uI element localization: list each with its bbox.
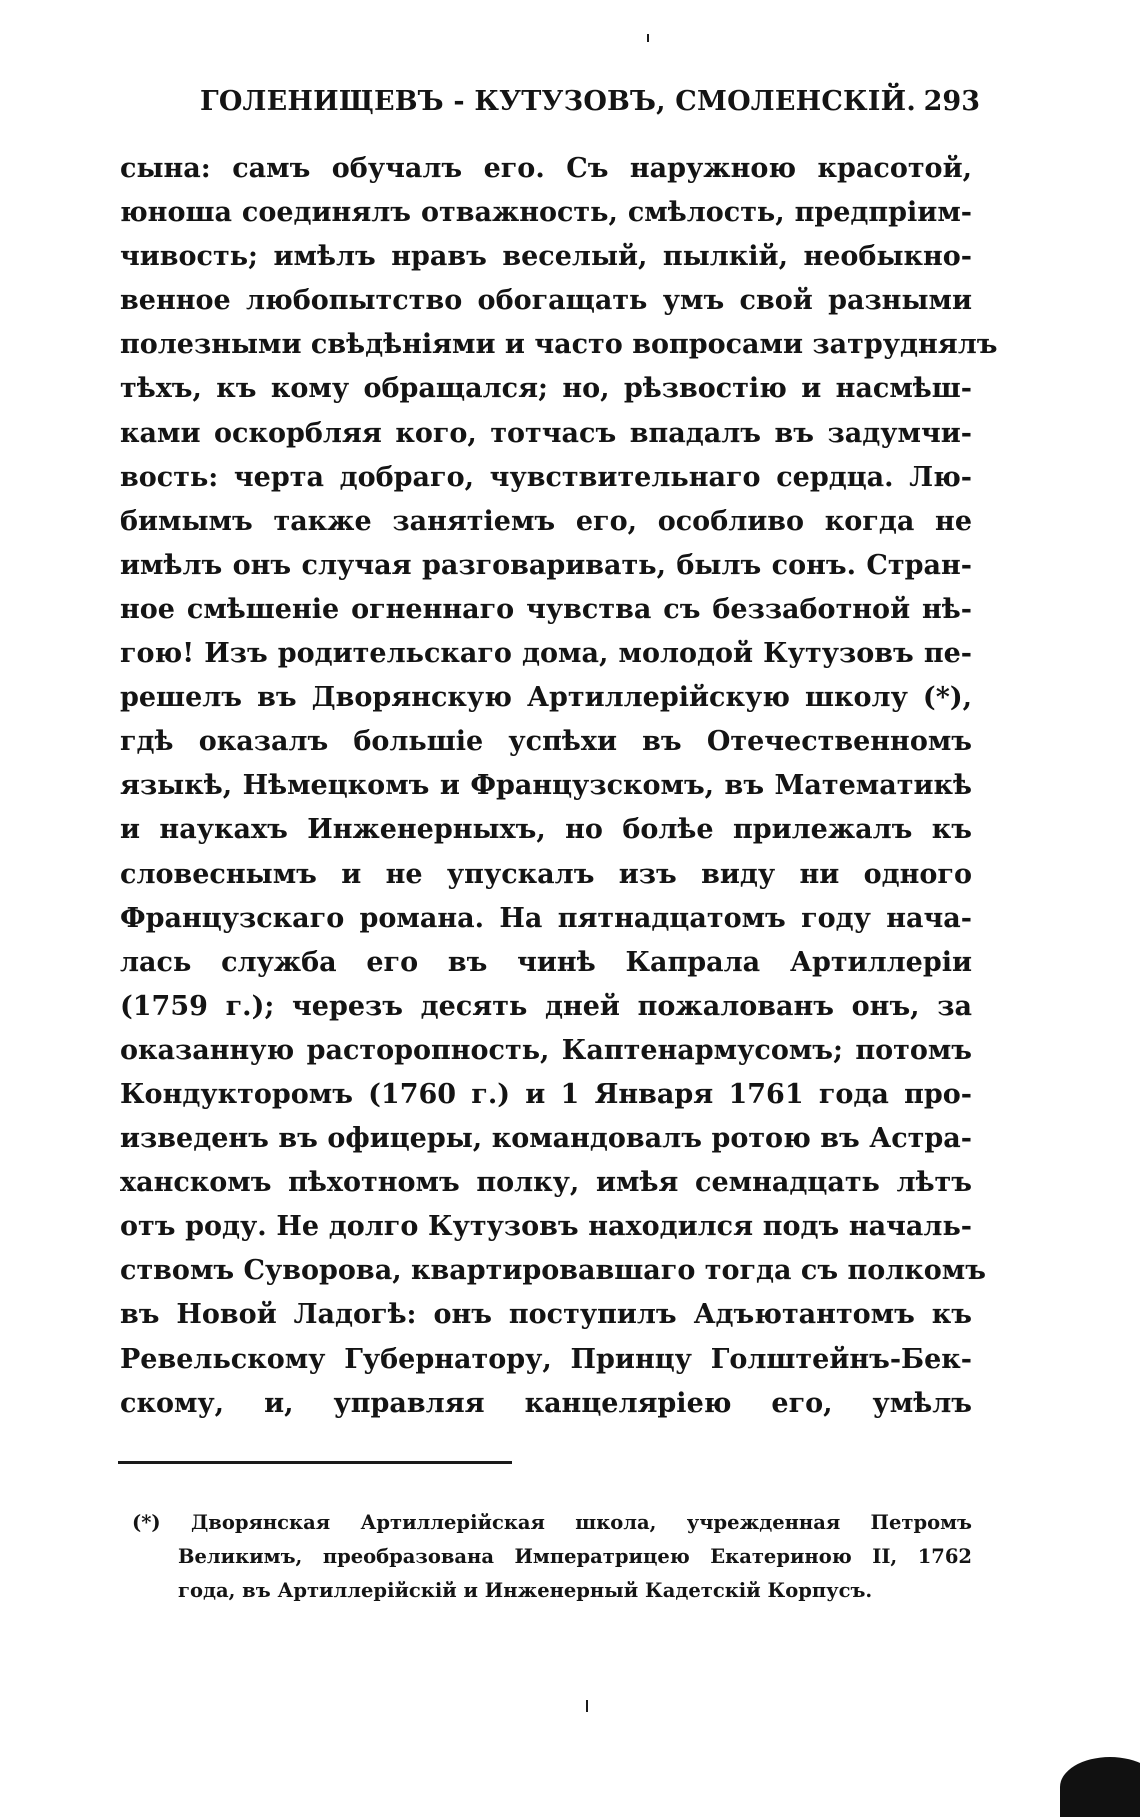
text-line: (1759 г.); черезъ десять дней пожалованъ онъ, за [120, 990, 972, 1022]
text-line: Ревельскому Губернатору, Принцу Голштейнъ-Бек- [120, 1343, 972, 1375]
text-line: лась служба его въ чинѣ Капрала Артиллеріи [120, 946, 972, 978]
text-line: гдѣ оказалъ большіе успѣхи въ Отечественномъ [120, 726, 972, 758]
page-header [200, 86, 980, 126]
scan-speck [586, 1700, 588, 1712]
text-line: ствомъ Суворова, квартировавшаго тогда съ полкомъ [120, 1255, 986, 1287]
text-line: словеснымъ и не упускалъ изъ виду ни одного [120, 858, 972, 890]
text-line: имѣлъ онъ случая разговаривать, былъ сонъ. Стран- [120, 549, 972, 581]
footnote-line: (*) Дворянская Артиллерійская школа, учрежденная Петромъ [132, 1511, 972, 1534]
text-line: ное смѣшеніе огненнаго чувства съ беззаботной нѣ- [120, 593, 972, 625]
text-line: изведенъ въ офицеры, командовалъ ротою въ Астра- [120, 1123, 972, 1155]
text-line: скому, и, управляя канцеляріею его, умѣлъ [120, 1387, 972, 1419]
text-line: ками оскорбляя кого, тотчасъ впадалъ въ задумчи- [120, 417, 972, 449]
text-line: чивость; имѣлъ нравъ веселый, пылкій, необыкно- [120, 241, 972, 273]
text-line: въ Новой Ладогѣ: онъ поступилъ Адъютантомъ къ [120, 1299, 972, 1331]
text-line: сына: самъ обучалъ его. Съ наружною красотой, [120, 153, 972, 184]
text-line: полезными свѣдѣніями и часто вопросами затруднялъ [120, 329, 998, 361]
text-line: отъ роду. Не долго Кутузовъ находился подъ началь- [120, 1211, 972, 1243]
text-line: тѣхъ, къ кому обращался; но, рѣзвостію и насмѣш- [120, 373, 972, 405]
text-line: языкѣ, Нѣмецкомъ и Французскомъ, въ Математикѣ [120, 770, 972, 802]
running-title: ГОЛЕНИЩЕВЪ - КУТУЗОВЪ, СМОЛЕНСКІЙ. [200, 86, 916, 117]
scan-thumb-shadow [1060, 1757, 1140, 1817]
scan-speck [647, 34, 649, 42]
text-line: и наукахъ Инженерныхъ, но болѣе прилежалъ къ [120, 814, 972, 846]
main-text [120, 147, 998, 1426]
footnote-rule [118, 1461, 512, 1464]
page-number: 293 [923, 86, 980, 117]
text-line: ханскомъ пѣхотномъ полку, имѣя семнадцать лѣтъ [120, 1167, 972, 1199]
text-line: бимымъ также занятіемъ его, особливо когда не [120, 505, 972, 537]
text-line: Кондукторомъ (1760 г.) и 1 Января 1761 года про- [120, 1078, 972, 1110]
text-line: Французскаго романа. На пятнадцатомъ году нача- [120, 902, 972, 934]
text-line: решелъ въ Дворянскую Артиллерійскую школу (*), [120, 682, 972, 714]
footnote [132, 1506, 972, 1608]
text-line: юноша соединялъ отважность, смѣлость, предпріим- [120, 197, 972, 229]
footnote-line: года, въ Артиллерійскій и Инженерный Кадетскій Корпусъ. [178, 1579, 873, 1602]
footnote-line: Великимъ, преобразована Императрицею Екатериною II, 1762 [178, 1545, 972, 1568]
text-line: гою! Изъ родительскаго дома, молодой Кутузовъ пе- [120, 638, 972, 670]
text-line: венное любопытство обогащать умъ свой разными [120, 285, 972, 317]
text-line: оказанную расторопность, Каптенармусомъ; потомъ [120, 1034, 972, 1066]
text-line: вость: черта добраго, чувствительнаго сердца. Лю- [120, 461, 972, 493]
